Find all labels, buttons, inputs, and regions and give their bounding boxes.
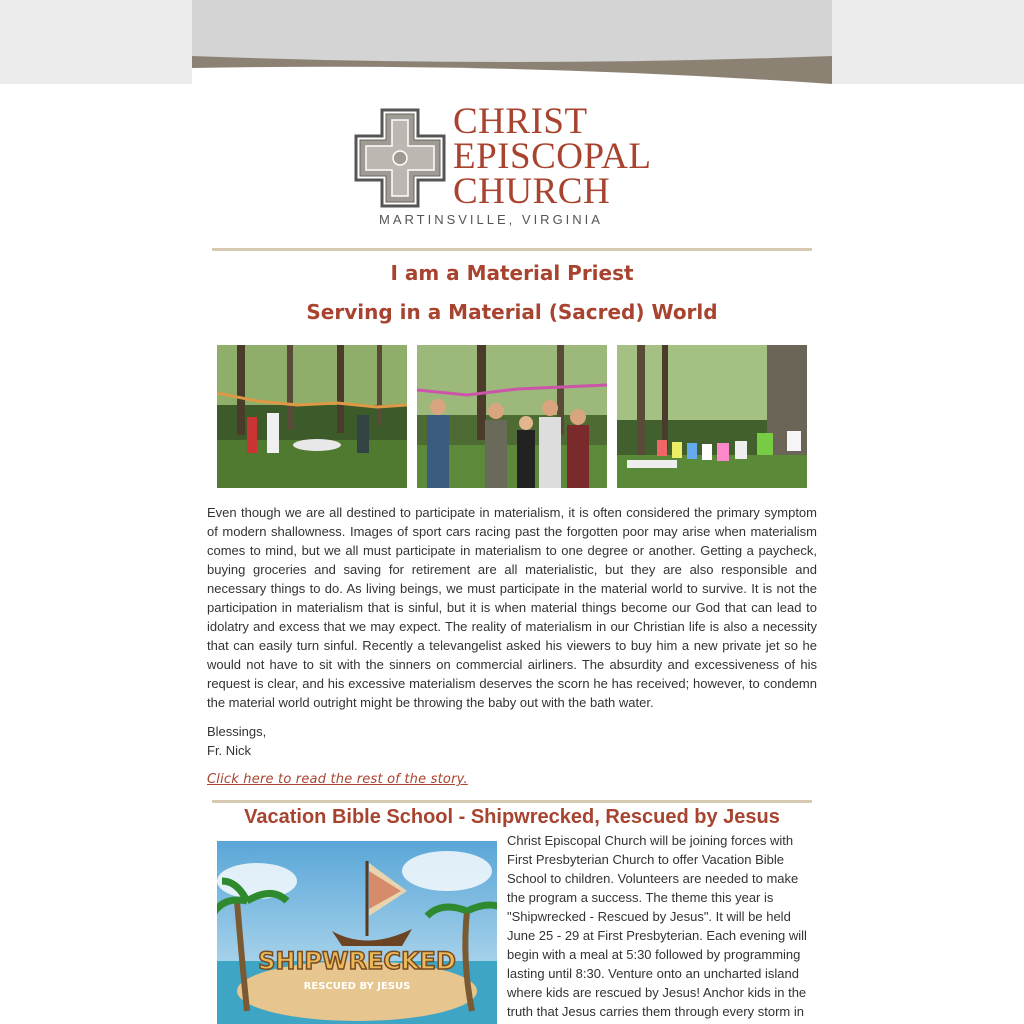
vbs-title: Vacation Bible School - Shipwrecked, Rescued by Jesus	[244, 806, 780, 828]
article-title: I am a Material Priest	[390, 261, 634, 285]
signoff-name: Fr. Nick	[207, 743, 252, 758]
logo-line-1: CHRIST	[453, 101, 588, 142]
photo-group-icon	[417, 345, 607, 488]
header-banner	[192, 0, 832, 84]
logo-line-3: CHURCH	[453, 171, 611, 212]
logo-wordmark	[453, 101, 652, 212]
vbs-body: Christ Episcopal Church will be joining forces with First Presbyterian Church to offer Vacation Bible School to children. Volunteers are needed to make the program a success. The theme this year is "Shipwrecked - Rescued by Jesus". It will be held June 25 - 29 at First Presbyterian. Each evening will begin with a meal at 5:30 followed by programming lasting until 8:30. Venture onto an uncharted island where kids are rescued by Jesus! Anchor kids in the truth that Jesus carries them through every storm in	[507, 833, 807, 1019]
read-more-link[interactable]: Click here to read the rest of the story.	[207, 772, 468, 787]
photo-picnic-icon	[217, 345, 407, 488]
event-photo-3[interactable]	[617, 345, 807, 488]
shipwrecked-image-icon	[217, 841, 497, 1024]
logo-location: MARTINSVILLE, VIRGINIA	[379, 212, 603, 227]
photo-prayer-flags-icon	[617, 345, 807, 488]
event-photo-1[interactable]	[217, 345, 407, 488]
article-signoff	[207, 722, 266, 760]
vbs-image-title: SHIPWRECKED	[258, 947, 456, 975]
signoff-greeting: Blessings,	[207, 724, 267, 739]
logo-line-2: EPISCOPAL	[453, 136, 652, 177]
cross-emblem-icon	[352, 106, 448, 210]
email-body	[192, 0, 832, 1024]
article-body: Even though we are all destined to participate in materialism, it is often considered the primary symptom of modern shallowness. Images of sport cars racing past the forgotten poor may arise when materialism comes to mind, but we all must participate in materialism to one degree or another. Getting a paycheck, buying groceries and saving for retirement are all materialistic, but they are also responsible and necessary things to do. As living beings, we must participate in the material world to survive. It is not the participation in materialism that is sinful, but it is when material things become our God that can lead to idolatry and excess that we may expect. The reality of materialism in our Christian life is also a necessity that can easily turn sinful. Recently a televangelist asked his viewers to buy him a new private jet so he would not have to sit with the sinners on commercial airliners. The absurdity and excessiveness of his request is clear, and his excessive materialism deserves the scorn he has received; however, to condemn the material world outright might be throwing the baby out with the bath water.	[207, 505, 817, 710]
event-photo-2[interactable]	[417, 345, 607, 488]
vbs-image-subtitle: RESCUED BY JESUS	[303, 981, 411, 992]
article-subtitle: Serving in a Material (Sacred) World	[306, 300, 718, 324]
church-logo[interactable]	[352, 101, 674, 230]
vbs-image[interactable]	[217, 841, 497, 1024]
section-divider-2	[212, 800, 812, 803]
section-divider	[212, 248, 812, 251]
